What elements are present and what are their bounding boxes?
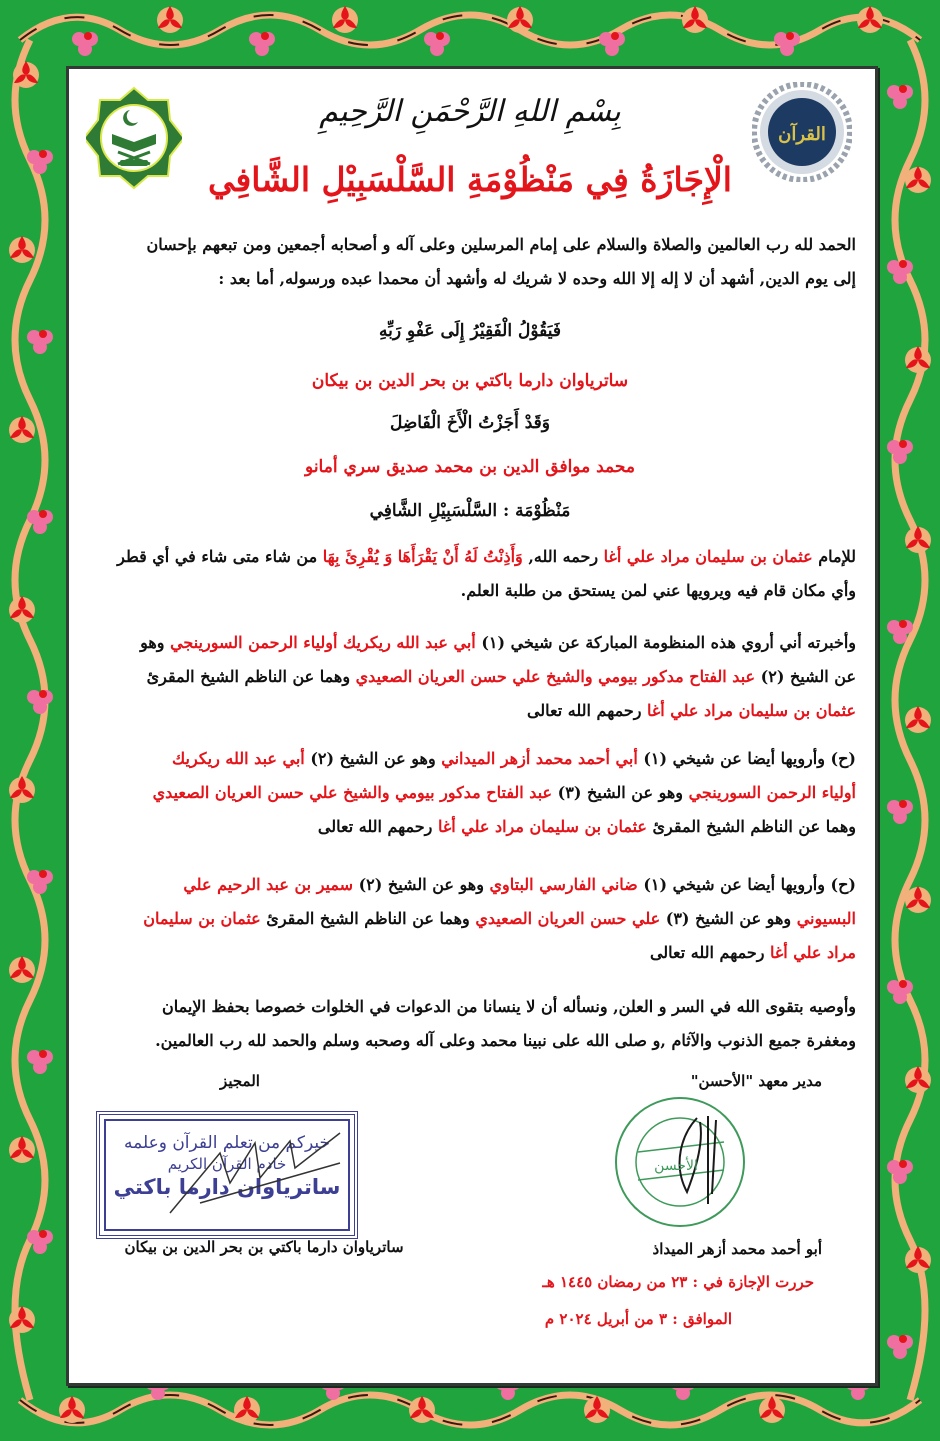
text: وهما عن الناظم الشيخ المقرئ [646, 817, 856, 836]
chain2-line-3 [84, 810, 856, 844]
sheikh-name: أبي عبد الله ريكريك [172, 749, 305, 768]
text: رحمه الله, [522, 547, 604, 566]
svg-text:القرآن: القرآن [778, 124, 826, 145]
svg-text:الأحسن: الأحسن [654, 1158, 698, 1174]
text: (ح) وأرويها أيضا عن شيخي (١) [637, 875, 856, 894]
poem-author-name: مراد علي أغا [770, 943, 856, 962]
isnad-chain-1 [84, 626, 856, 728]
text: وهو عن الشيخ (٢) [353, 875, 490, 894]
text: وهما عن الناظم الشيخ المقرئ [146, 667, 356, 686]
sheikh-name: أبي عبد الله ريكريك أولياء الرحمن السورينجي [170, 633, 476, 652]
director-label: مدير معهد "الأحسن" [690, 1072, 822, 1090]
poem-label: مَنْظُوْمَة : السَّلْسَبِيْلِ الشَّافِي [369, 501, 571, 521]
institute-emblem-icon [86, 86, 182, 190]
certificate-title: الْإِجَازَةُ فِي مَنْظُوْمَةِ السَّلْسَبِيْلِ الشَّافِي [208, 160, 732, 199]
isnad-chain-2 [84, 742, 856, 844]
text: رحمهم الله تعالى [317, 817, 438, 836]
grantor-signature-icon [160, 1123, 350, 1223]
text: وأخبرته أني أروي هذه المنظومة المباركة عن شيخي (١) [475, 633, 856, 652]
text: رحمهم الله تعالى [649, 943, 771, 962]
basmala-calligraphy: بِسْمِ اللهِ الرَّحْمَنِ الرَّحِيمِ [319, 94, 621, 129]
permission-line-2: وأي مكان قام فيه ويرويها عني لمن يستحق من طلبة العلم. [460, 581, 856, 600]
sheikh-name: علي حسن العريان الصعيدي [475, 909, 661, 928]
stamp-line-1: خيركم من تعلم القرآن وعلمه [124, 1133, 330, 1153]
institute-round-stamp-icon [612, 1094, 748, 1230]
sheikh-name: أبي أحمد محمد أزهر الميداني [441, 749, 638, 768]
text: رحمهم الله تعالى [526, 701, 648, 720]
intro-line-1: الحمد لله رب العالمين والصلاة والسلام على إمام المرسلين وعلى آله و أصحابه أجمعين ومن تبعهم بإحسان [146, 235, 856, 254]
chain1-line-1 [84, 626, 856, 660]
text: وهو عن الشيخ (٣) [660, 909, 797, 928]
grant-phrase: وَقَدْ أَجَزْتُ الْأَخَ الْفَاضِلَ [389, 413, 550, 433]
text: عن الشيخ (٢) [755, 667, 856, 686]
sheikh-name: سمير بن عبد الرحيم علي [183, 875, 354, 894]
poem-author-name: عثمان بن سليمان مراد علي أغا [603, 547, 813, 566]
closing-line-1: وأوصيه بتقوى الله في السر و العلن, ونسأله أن لا ينسانا من الدعوات في الخلوات خصوصا بحفظ الإيمان [162, 997, 856, 1016]
chain3-line-3 [84, 936, 856, 970]
poem-author-name: عثمان بن سليمان مراد علي أغا [437, 817, 647, 836]
chain3-line-1 [84, 868, 856, 902]
permission-line-1 [84, 540, 856, 574]
chain2-line-1 [84, 742, 856, 776]
text: للإمام [812, 547, 856, 566]
gregorian-date: الموافق : ٣ من أبريل ٢٠٢٤ م [544, 1310, 732, 1328]
poem-author-name: عثمان بن سليمان [143, 909, 261, 928]
chain2-line-2 [84, 776, 856, 810]
intro-paragraph [84, 228, 856, 296]
chain3-line-2 [84, 902, 856, 936]
text: من شاء متى شاء في أي قطر [117, 547, 323, 566]
sheikh-name: أولياء الرحمن السورينجي [688, 783, 856, 802]
closing-paragraph [84, 990, 856, 1058]
grantor-name: ساترياوان دارما باكتي بن بحر الدين بن بيكان [311, 371, 629, 391]
sheikh-name: ضاني الفارسي البتاوي [489, 875, 638, 894]
text: وهو عن الشيخ (٣) [552, 783, 689, 802]
stamp-line-3: ساترياوان دارما باكتي [113, 1175, 341, 1199]
poem-author-name: عثمان بن سليمان مراد علي أغا [647, 701, 856, 720]
sheikh-name: عبد الفتاح مدكور بيومي والشيخ علي حسن العريان الصعيدي [355, 667, 756, 686]
sheikh-name: عبد الفتاح مدكور بيومي والشيخ علي حسن العريان الصعيدي [152, 783, 553, 802]
text: وهو [140, 633, 171, 652]
text: (ح) وأرويها أيضا عن شيخي (١) [637, 749, 856, 768]
chain1-line-2 [84, 660, 856, 694]
director-name: أبو أحمد محمد أزهر الميداذ [652, 1240, 822, 1258]
grantor-label: المجيز [220, 1072, 260, 1090]
stamp-line-2: خادم القرآن الكريم [167, 1155, 287, 1173]
chain1-line-3 [84, 694, 856, 728]
permission-clause: وَأَذِنْتُ لَهُ أَنْ يَقْرَأَهَا وَ يُقْرِئَ بِهَا [322, 547, 523, 566]
grantor-stamp [96, 1111, 358, 1239]
permission-paragraph [84, 540, 856, 608]
closing-line-2: ومغفرة جميع الذنوب والآثام ,و صلى الله على نبينا محمد وعلى آله وصحبه وسلم والحمد لله رب العالمين. [155, 1031, 856, 1050]
intro-line-2: إلى يوم الدين, أشهد أن لا إله إلا الله وحده لا شريك له وأشهد أن محمدا عبده ورسوله, أما بعد : [218, 269, 856, 288]
grantor-full-name: ساترياوان دارما باكتي بن بحر الدين بن بيكان [124, 1238, 404, 1256]
hijri-date: حررت الإجازة في : ٢٣ من رمضان ١٤٤٥ هـ [542, 1273, 814, 1291]
text: وهما عن الناظم الشيخ المقرئ [260, 909, 476, 928]
isnad-chain-3 [84, 868, 856, 970]
opening-phrase: فَيَقُوْلُ الْفَقِيْرُ إِلَى عَفْوِ رَبِّهِ [379, 321, 561, 341]
recipient-name: محمد موافق الدين بن محمد صديق سري أمانو [305, 457, 635, 477]
text: وهو عن الشيخ (٢) [304, 749, 442, 768]
sheikh-name: البسيوني [796, 909, 856, 928]
quran-medallion-icon [752, 82, 852, 182]
